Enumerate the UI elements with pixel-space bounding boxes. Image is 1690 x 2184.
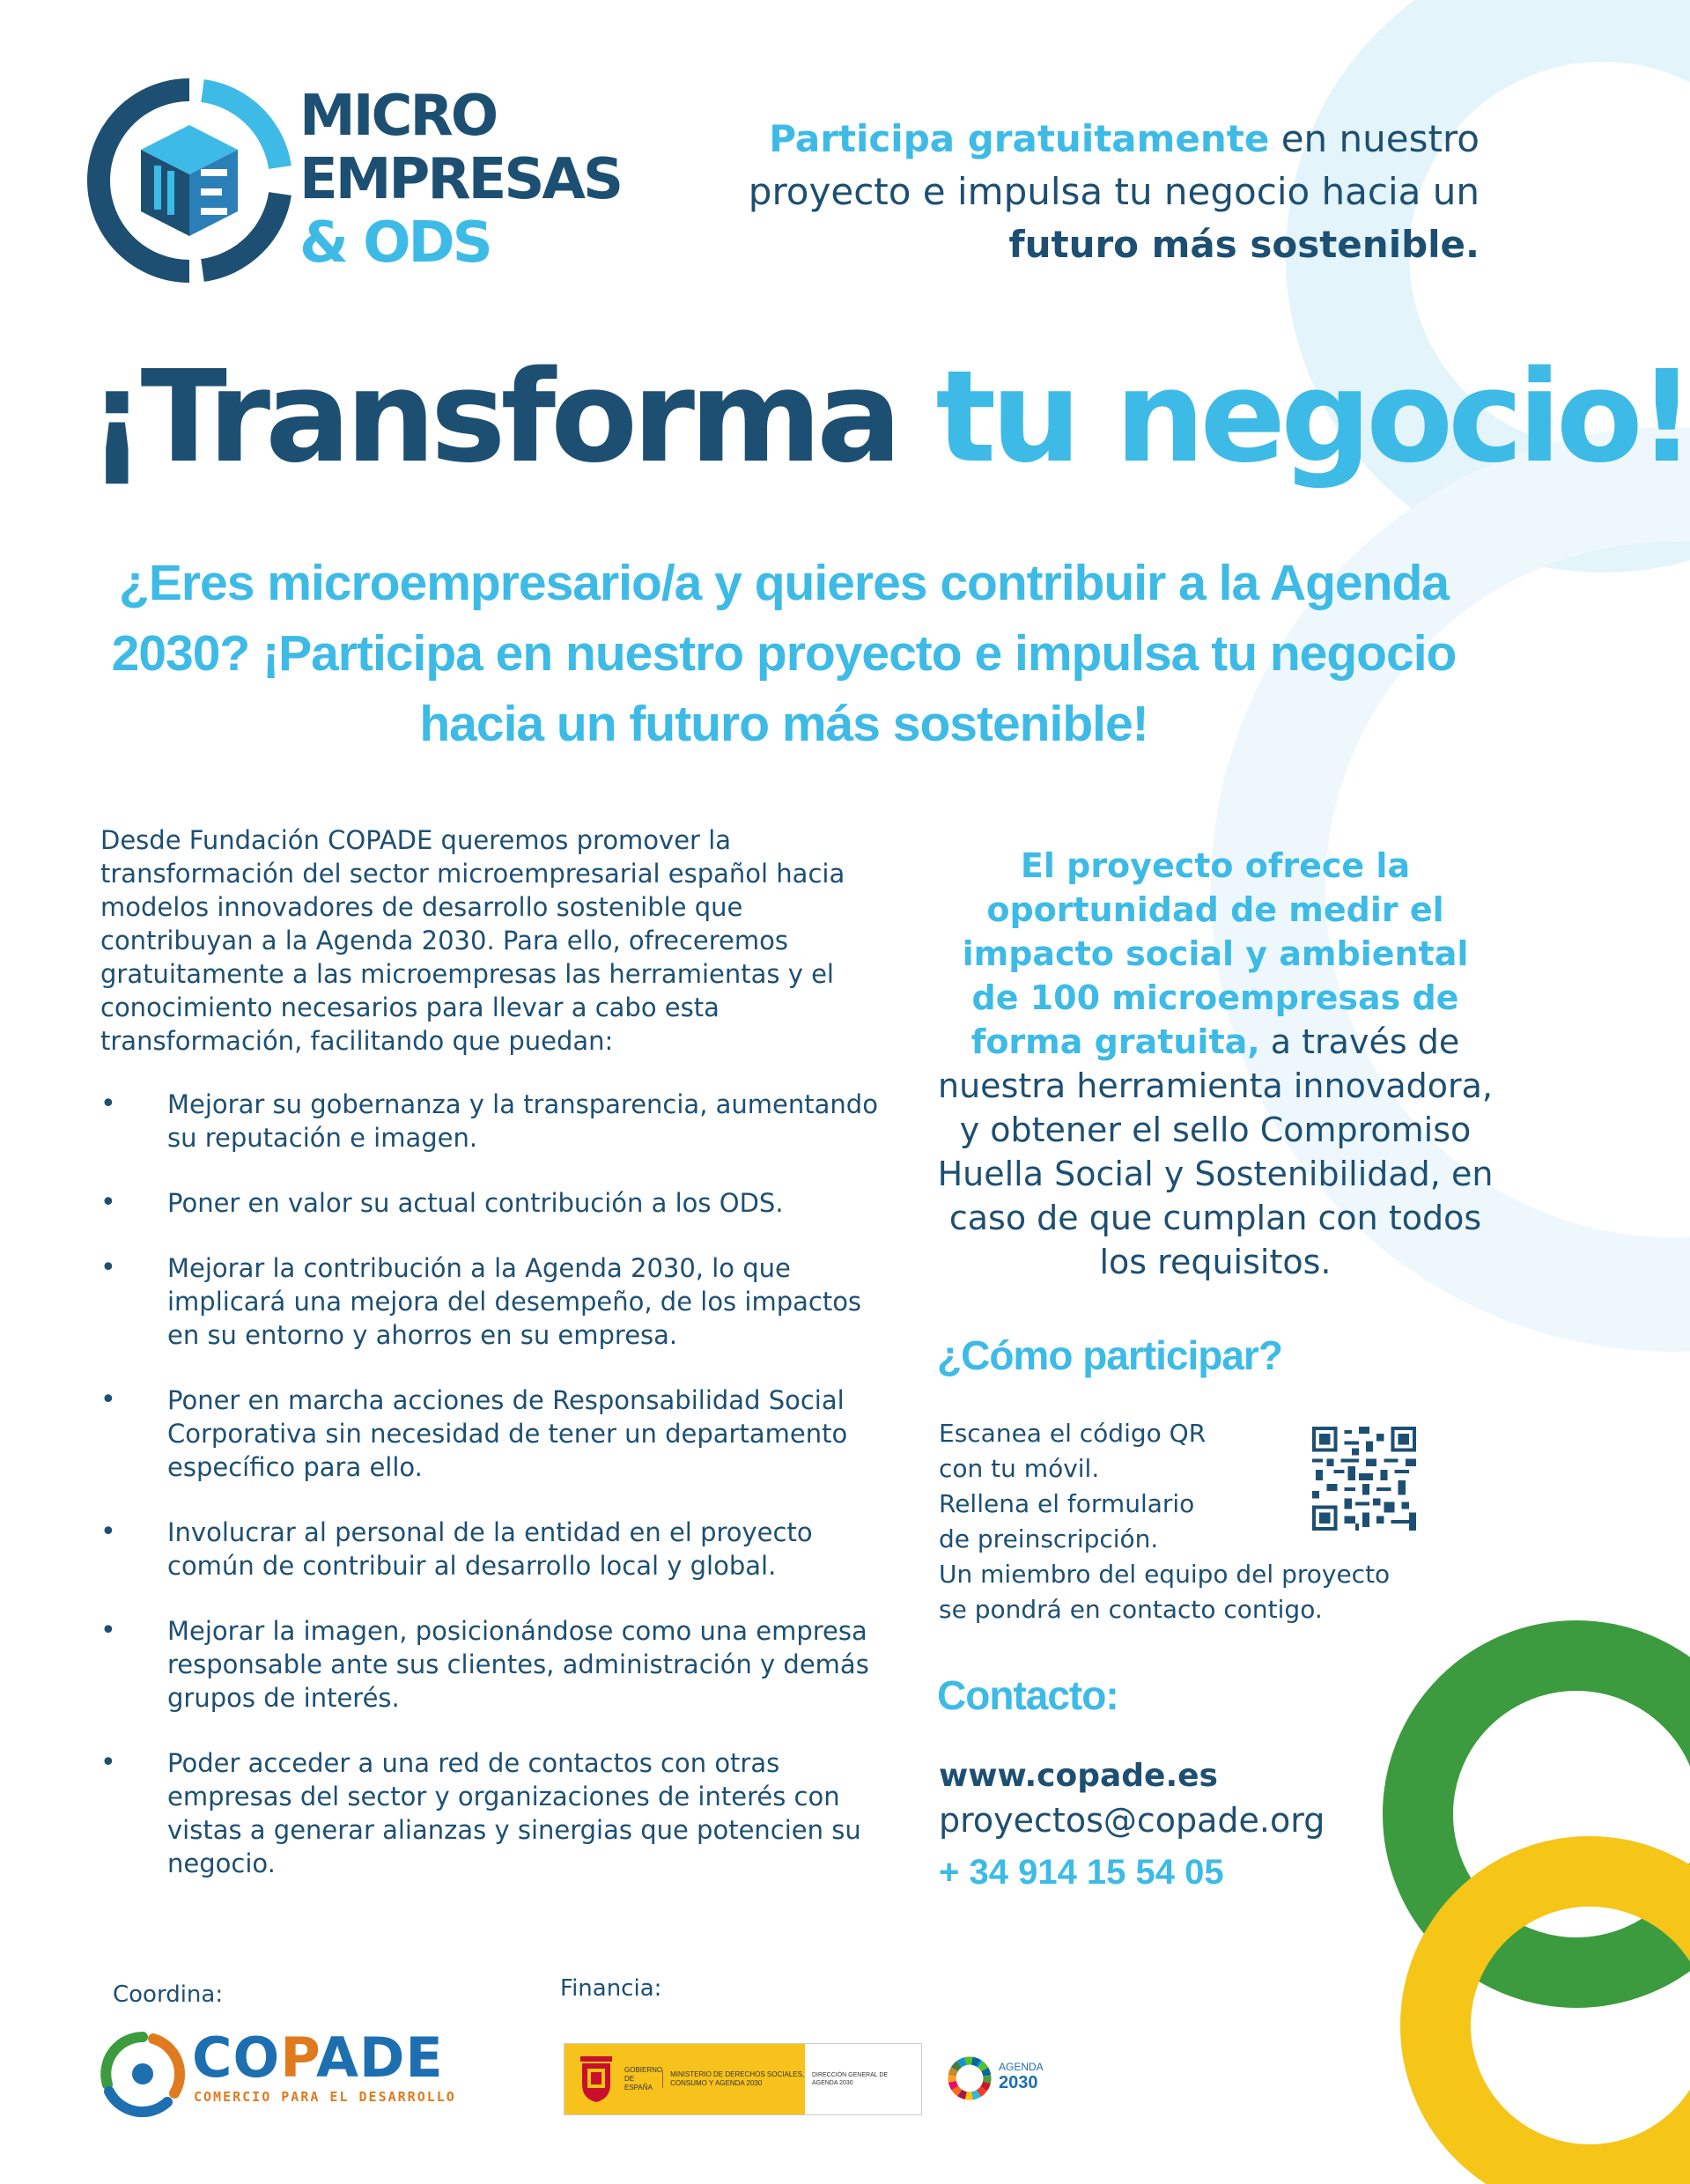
directorate-text: DIRECCIÓN GENERAL DE AGENDA 2030 — [811, 2072, 889, 2086]
list-item — [97, 1516, 898, 1583]
offer-text — [934, 844, 1497, 1284]
copade-text-b: P — [280, 2025, 316, 2090]
list-item — [97, 1186, 898, 1220]
bullet-dot: • — [100, 1615, 116, 1646]
list-item-text: Poder acceder a una red de contactos con otras empresas del sector y organizaciones de interés con vistas a generar alianzas y sinergias que potencien su negocio. — [167, 1748, 861, 1878]
list-item — [97, 1746, 898, 1880]
bullet-dot: • — [100, 1187, 116, 1218]
coat-of-arms-icon — [577, 2055, 616, 2104]
offer-body: a través de nuestra herramienta innovadora, y obtener el sello Compromiso Huella Social y Sostenibilidad, en caso de que cumplan con todos los requisitos. — [937, 1022, 1494, 1281]
bullet-dot: • — [100, 1516, 116, 1547]
ministry-text: MINISTERIO DE DERECHOS SOCIALES, CONSUMO Y AGENDA 2030 — [662, 2070, 805, 2088]
phone-number[interactable]: + 34 914 15 54 05 — [939, 1853, 1224, 1892]
list-item — [97, 1088, 898, 1155]
intro-body: en nuestro proyecto e impulsa tu negocio hacia un — [748, 117, 1480, 213]
bullet-dot: • — [100, 1747, 116, 1778]
headline-dark: ¡Transforma — [88, 343, 936, 491]
bullet-dot: • — [100, 1384, 116, 1415]
step-line: con tu móvil. — [939, 1454, 1100, 1483]
bullet-dot: • — [100, 1252, 116, 1283]
microempresas-logo-icon — [88, 79, 291, 282]
how-to-participate-title: ¿Cómo participar? — [937, 1332, 1282, 1378]
bullet-dot: • — [100, 1088, 116, 1119]
coordina-label: Coordina: — [113, 1981, 224, 2008]
agenda-2030-text — [999, 2061, 1044, 2092]
government-logo — [564, 2043, 922, 2115]
intro-text — [705, 113, 1480, 271]
financia-label: Financia: — [560, 1975, 662, 2002]
offer-highlight: El proyecto ofrece la oportunidad de medir el impacto social y ambiental de 100 microempresas de forma gratuita, — [962, 846, 1469, 1061]
yellow-ring — [1435, 1871, 1690, 2180]
agenda-2030-wheel-icon — [947, 2055, 993, 2101]
list-item — [97, 1614, 898, 1715]
copade-tagline: COMERCIO PARA EL DESARROLLO — [194, 2089, 456, 2105]
email-link[interactable]: proyectos@copade.org — [939, 1801, 1325, 1840]
website-link[interactable]: www.copade.es — [939, 1758, 1218, 1794]
list-item-text: Mejorar la contribución a la Agenda 2030, lo que implicará una mejora del desempeño, de los impactos en su entorno y ahorros en su empresa. — [167, 1253, 862, 1350]
agenda-label: AGENDA — [999, 2061, 1044, 2073]
government-logo-band — [565, 2044, 805, 2114]
list-item — [97, 1383, 898, 1484]
list-item-text: Poner en valor su actual contribución a los ODS. — [167, 1188, 784, 1218]
copade-text-a: CO — [192, 2025, 281, 2090]
list-item-text: Mejorar su gobernanza y la transparencia, aumentando su reputación e imagen. — [167, 1089, 878, 1153]
list-item — [97, 1251, 898, 1352]
step-line: de preinscripción. — [939, 1524, 1159, 1553]
qr-code-icon[interactable] — [1312, 1427, 1416, 1531]
logo-text-micro: MICRO — [299, 84, 497, 149]
government-text: GOBIERNO DE ESPAÑA — [624, 2066, 663, 2092]
contact-title: Contacto: — [937, 1672, 1118, 1718]
question-subheading: ¿Eres microempresario/a y quieres contribuir a la Agenda 2030? ¡Participa en nuestro proyecto e impulsa tu negocio hacia un futuro más sostenible! — [111, 555, 1457, 752]
headline — [88, 342, 1690, 491]
agenda-year: 2030 — [999, 2073, 1038, 2092]
headline-light: tu negocio! — [935, 343, 1690, 491]
list-item-text: Mejorar la imagen, posicionándose como una empresa responsable ante sus clientes, administración y demás grupos de interés. — [167, 1616, 869, 1713]
step-line: Un miembro del equipo del proyecto — [939, 1560, 1391, 1589]
list-item-text: Involucrar al personal de la entidad en el proyecto común de contribuir al desarrollo local y global. — [167, 1517, 813, 1581]
copade-logo-text — [192, 2025, 444, 2090]
logo-text-empresas: EMPRESAS — [299, 147, 622, 212]
copade-logo-icon — [99, 2030, 187, 2118]
copade-text-c: ADE — [315, 2025, 444, 2090]
intro-bold: futuro más sostenible. — [1008, 223, 1480, 266]
step-line: Escanea el código QR — [939, 1419, 1207, 1448]
step-line: se pondrá en contacto contigo. — [939, 1595, 1323, 1624]
logo-text-ods: & ODS — [299, 210, 491, 276]
list-item-text: Poner en marcha acciones de Responsabilidad Social Corporativa sin necesidad de tener un departamento específico para ello. — [167, 1385, 848, 1482]
benefits-list — [97, 1088, 898, 1912]
step-line: Rellena el formulario — [939, 1489, 1195, 1518]
description-paragraph: Desde Fundación COPADE queremos promover la transformación del sector microempresarial español hacia modelos innovadores de desarrollo sostenible que contribuyan a la Agenda 2030. Para ello, ofreceremos gratuitamente a las microempresas las herramientas y el conocimiento necesarios para llevar a cabo esta transformación, facilitando que puedan: — [100, 825, 845, 1056]
intro-highlight: Participa gratuitamente — [769, 117, 1270, 160]
